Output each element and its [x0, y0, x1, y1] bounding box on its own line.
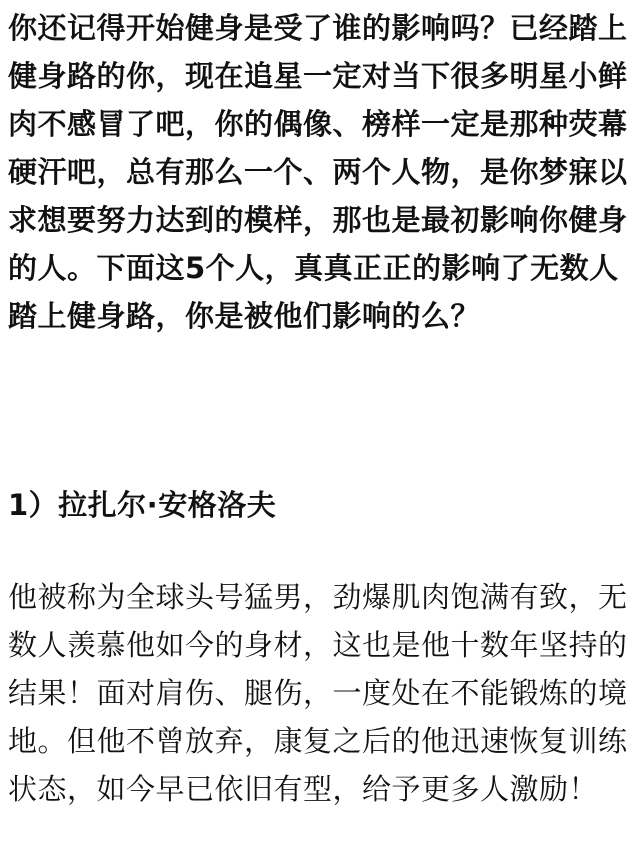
section-heading: 1）拉扎尔·安格洛夫 — [8, 488, 277, 522]
section-paragraph: 他被称为全球头号猛男，劲爆肌肉饱满有致，无数人羡慕他如今的身材，这也是他十数年坚持的结果！面对肩伤、腿伤，一度处在不能锻炼的境地。但他不曾放弃，康复之后的他迅速恢复训练状态，如今早已依旧有型，给予更多人激励！ — [8, 580, 628, 806]
intro-paragraph: 你还记得开始健身是受了谁的影响吗？已经踏上健身路的你，现在追星一定对当下很多明星小鲜肉不感冒了吧，你的偶像、榜样一定是那种荧幕硬汗吧，总有那么一个、两个人物，是你梦寐以求想要努力达到的模样，那也是最初影响你健身的人。下面这5个人，真真正正的影响了无数人踏上健身路，你是被他们影响的么？ — [8, 11, 628, 333]
